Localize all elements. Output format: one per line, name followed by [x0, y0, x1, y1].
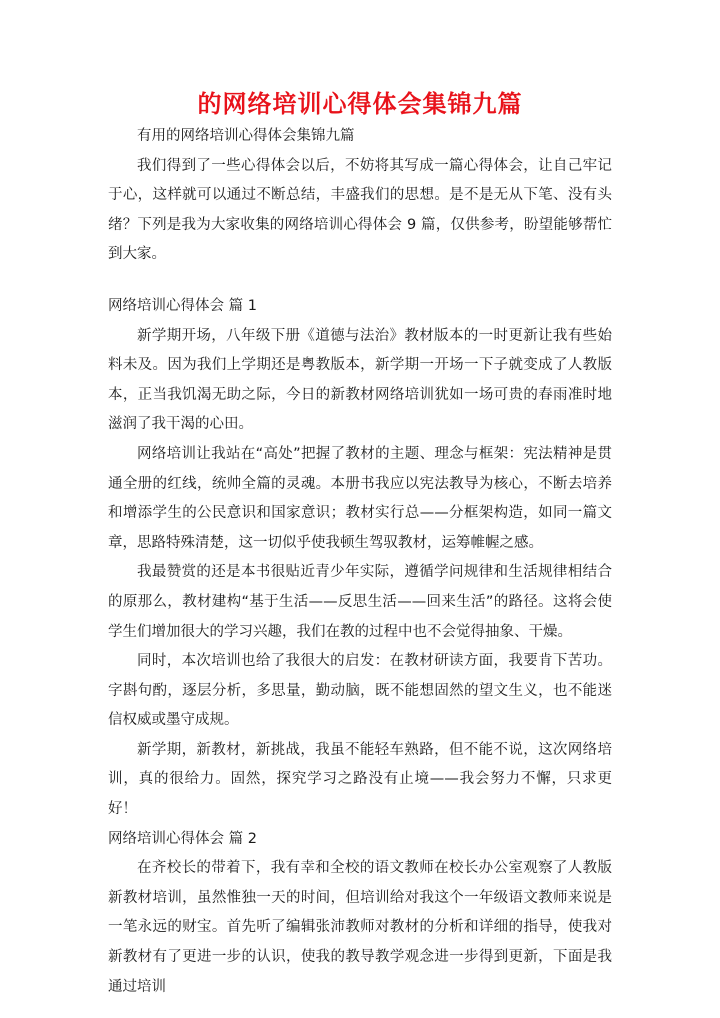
document-body: [108, 122, 612, 1002]
section-1-paragraph: 新学期开场，八年级下册《道德与法治》教材版本的一时更新让我有些始料未及。因为我们上学期还是粤教版本，新学期一开场一下子就变成了人教版本，正当我饥渴无助之际，今日的新教材网络培训犹如一场可贵的春雨准时地滋润了我干渴的心田。: [108, 327, 612, 433]
section-1-paragraph: 我最赞赏的还是本书很贴近青少年实际，遵循学问规律和生活规律相结合的原那么，教材建构“基于生活——反思生活——回来生活”的路径。这将会使学生们增加很大的学习兴趣，我们在教的过程中也不会觉得抽象、干燥。: [108, 564, 612, 640]
section-2-paragraph: 在齐校长的带着下，我有幸和全校的语文教师在校长办公室观察了人教版新教材培训，虽然惟独一天的时间，但培训给对我这个一年级语文教师来说是一笔永远的财宝。首先听了编辑张沛教师对教材的分析和详细的指导，使我对新教材有了更进一步的认识，使我的教导教学观念进一步得到更新，下面是我通过培训: [108, 860, 612, 995]
section-1-paragraph: 网络培训让我站在“高处”把握了教材的主题、理念与框架：宪法精神是贯通全册的红线，统帅全篇的灵魂。本册书我应以宪法教导为核心，不断去培养和增添学生的公民意识和国家意识；教材实行总——分框架构造，如同一篇文章，思路特殊清楚，这一切似乎使我顿生驾驭教材，运筹帷幄之感。: [108, 445, 612, 551]
section-1-paragraph: 新学期，新教材，新挑战，我虽不能轻车熟路，但不能不说，这次网络培训，真的很给力。固然，探究学习之路没有止境——我会努力不懈，只求更好！: [108, 741, 612, 818]
document-title: 的网络培训心得体会集锦九篇: [197, 90, 523, 118]
section-2-heading: 网络培训心得体会 篇 2: [108, 830, 257, 847]
document-subtitle: 有用的网络培训心得体会集锦九篇: [137, 128, 355, 144]
intro-paragraph: 我们得到了一些心得体会以后，不妨将其写成一篇心得体会，让自己牢记于心，这样就可以通过不断总结，丰盛我们的思想。是不是无从下笔、没有头绪？下列是我为大家收集的网络培训心得体会 9 篇，仅供参考，盼望能够帮忙到大家。: [108, 157, 612, 263]
section-1-paragraph: 同时，本次培训也给了我很大的启发：在教材研读方面，我要肯下苦功。字斟句酌，逐层分析，多思量，勤动脑，既不能想固然的望文生义，也不能迷信权威或墨守成规。: [108, 653, 612, 729]
section-1-heading: 网络培训心得体会 篇 1: [108, 297, 257, 314]
